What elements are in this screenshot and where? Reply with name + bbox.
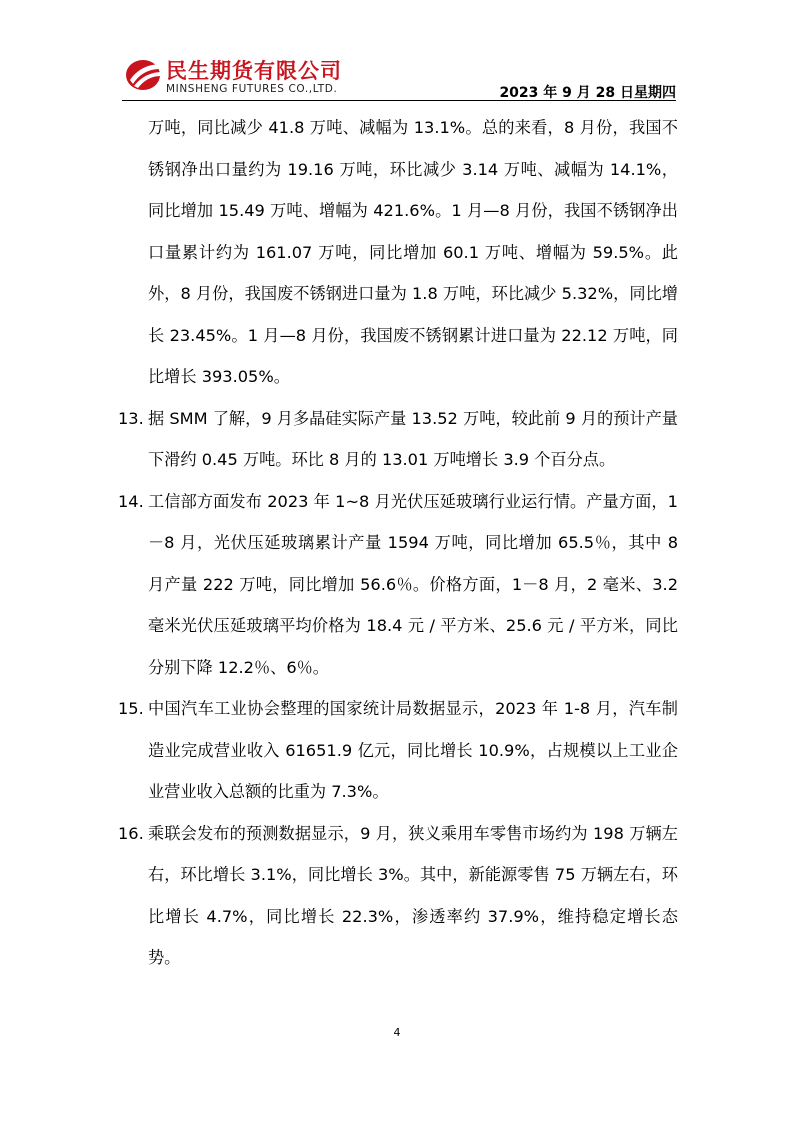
paragraph-continued: [118, 107, 678, 398]
news-item-16: [118, 813, 678, 979]
page-header: [122, 52, 676, 102]
document-body: [118, 107, 678, 979]
paragraph-text: 中国汽车工业协会整理的国家统计局数据显示，2023 年 1-8 月，汽车制造业完成营业收入 61651.9 亿元，同比增长 10.9%，占规模以上工业企业营业收入总额的比重为 7.3%。: [148, 699, 678, 801]
logo-chinese-name: 民生期货有限公司: [166, 59, 342, 83]
news-item-13: [118, 398, 678, 481]
paragraph-text: 乘联会发布的预测数据显示，9 月，狭义乘用车零售市场约为 198 万辆左右，环比增长 3.1%，同比增长 3%。其中，新能源零售 75 万辆左右，环比增长 4.7%，同比增长 22.3%，渗透率约 37.9%，维持稳定增长态势。: [148, 823, 678, 967]
page-number: 4: [393, 1026, 401, 1039]
paragraph-text: 工信部方面发布 2023 年 1~8 月光伏压延玻璃行业运行情。产量方面，1－8 月，光伏压延玻璃累计产量 1594 万吨，同比增加 65.5％，其中 8 月产量 222 万吨，同比增加 56.6％。价格方面，1－8 月，2 毫米、3.2 毫米光伏压延玻璃平均价格为 18.4 元 / 平方米、25.6 元 / 平方米，同比分别下降 12.2％、6％。: [148, 491, 678, 677]
minsheng-logo-icon: [124, 56, 164, 92]
logo-english-name: MINSHENG FUTURES CO.,LTD.: [166, 83, 338, 95]
item-number: 14.: [118, 491, 144, 511]
report-date: 2023 年 9 月 28 日星期四: [499, 85, 676, 101]
item-number: 16.: [118, 823, 144, 843]
header-divider: [122, 100, 676, 101]
paragraph-text: 据 SMM 了解，9 月多晶硅实际产量 13.52 万吨，较此前 9 月的预计产量下滑约 0.45 万吨。环比 8 月的 13.01 万吨增长 3.9 个百分点。: [148, 408, 678, 469]
item-number: 15.: [118, 699, 144, 718]
news-item-15: [118, 688, 678, 813]
item-number: 13.: [118, 408, 144, 428]
paragraph-text: 万吨，同比减少 41.8 万吨、减幅为 13.1%。总的来看，8 月份，我国不锈钢净出口量约为 19.16 万吨，环比减少 3.14 万吨、减幅为 14.1%，同比增加 15.49 万吨、增幅为 421.6%。1 月—8 月份，我国不锈钢净出口量累计约为 161.07 万吨，同比增加 60.1 万吨、增幅为 59.5%。此外，8 月份，我国废不锈钢进口量为 1.8 万吨，环比减少 5.32%，同比增长 23.45%。1 月—8 月份，我国废不锈钢累计进口量为 22.12 万吨，同比增长 393.05%。: [148, 118, 678, 386]
company-logo: [122, 52, 372, 100]
news-item-14: [118, 481, 678, 689]
